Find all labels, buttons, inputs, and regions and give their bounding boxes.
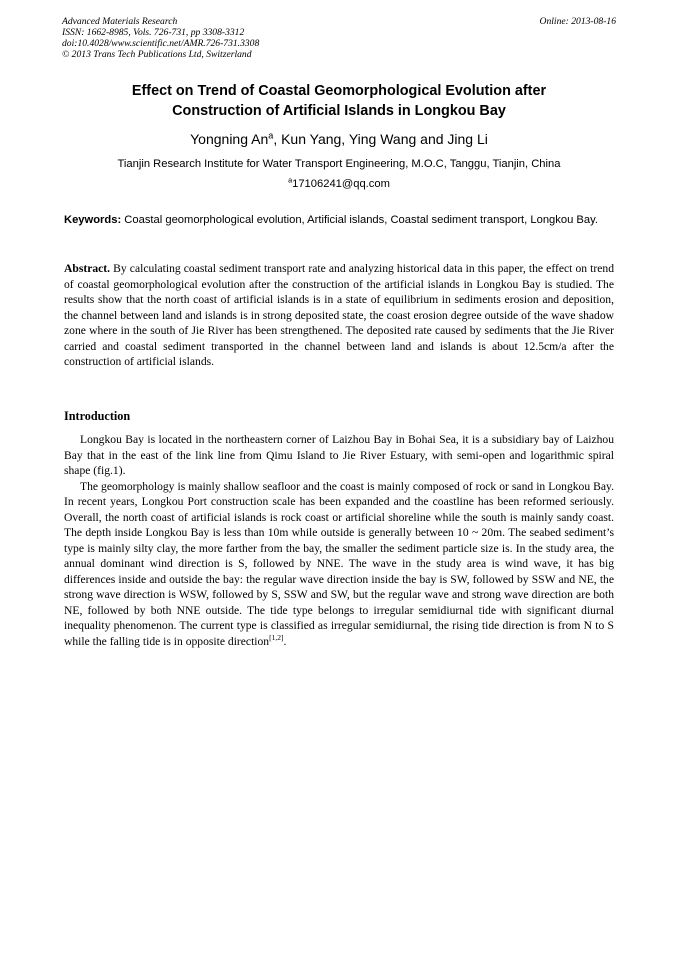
journal-name: Advanced Materials Research — [62, 16, 178, 27]
keywords-label: Keywords: — [64, 214, 122, 226]
author-rest: , Kun Yang, Ying Wang and Jing Li — [273, 131, 488, 147]
intro-paragraph-2-end: . — [283, 634, 287, 648]
doi-line: doi:10.4028/www.scientific.net/AMR.726-731.3308 — [62, 38, 260, 49]
affiliation: Tianjin Research Institute for Water Transport Engineering, M.O.C, Tanggu, Tianjin, China — [117, 158, 561, 170]
title-line-2: Construction of Artificial Islands in Longkou Bay — [172, 103, 506, 119]
journal-header — [62, 16, 616, 60]
contact-email — [62, 177, 616, 191]
keywords-section — [64, 212, 614, 228]
citation-ref: [1,2] — [269, 632, 284, 642]
intro-paragraph-2-text: The geomorphology is mainly shallow seafloor and the coast is mainly composed of rock or sand in Longkou Bay. In recent years, Longkou Port construction scale has been expanded and the coastline has been reformed seriously. Overall, the north coast of artificial islands is rock coast or artificial shoreline while the south is mainly sandy coast. The depth inside Longkou Bay is less than 10m while outside is generally between 10 ~ 20m. The seabed sediment’s type is mainly silty clay, the more farther from the bay, the smaller the sediment particle size is. In the study area, the annual dominant wind direction is S, followed by NNE. The wave in the study area is wind wave, it has big differences inside and outside the bay: the regular wave direction inside the bay is SW, followed by SSW and NE, the strong wave direction is WSW, followed by S, SSW and SW, but the regular wave and strong wave direction are both NE, followed by both NNE outside. The tide type belongs to irregular semidiurnal tide with significant diurnal inequality phenomenon. The current type is classified as irregular semidiurnal, the rising tide direction is from N to S while the falling tide is in opposite direction — [64, 479, 614, 648]
abstract-label: Abstract. — [64, 262, 111, 275]
email-mark: a — [288, 175, 293, 185]
abstract-text: By calculating coastal sediment transport rate and analyzing historical data in this paper, the effect on trend of coastal geomorphological evolution after the construction of the artificial islands in Longkou Bay is studied. The results show that the north coast of artificial islands is in a state of equilibrium in sediments erosion and deposition, the channel between land and islands is in strong deposited state, the coast erosion degree outside of the wave shadow zone where in the south of Jie River has been strengthened. The deposited rate caused by sediments that the Jie River carried and coastal sediment transported in the channel between land and islands is about 12.5cm/a after the construction of artificial islands. — [64, 262, 614, 368]
email-address: 17106241@qq.com — [292, 178, 390, 190]
copyright-line: © 2013 Trans Tech Publications Ltd, Switzerland — [62, 49, 252, 60]
abstract-section — [64, 261, 614, 370]
introduction-body — [64, 432, 614, 649]
intro-paragraph-1: Longkou Bay is located in the northeastern corner of Laizhou Bay in Bohai Sea, it is a subsidiary bay of Laizhou Bay that in the east of the link line from Qimu Island to Jie River Estuary, with semi-open and logarithmic spiral shape (fig.1). — [64, 433, 614, 477]
title-line-1: Effect on Trend of Coastal Geomorphological Evolution after — [131, 83, 547, 99]
paper-title — [62, 81, 616, 121]
issn-line: ISSN: 1662-8985, Vols. 726-731, pp 3308-3312 — [62, 27, 245, 38]
author-first: Yongning An — [190, 131, 269, 147]
introduction-heading: Introduction — [64, 409, 131, 423]
author-affiliation-mark: a — [268, 130, 274, 141]
author-list — [62, 130, 616, 148]
keywords-text: Coastal geomorphological evolution, Artificial islands, Coastal sediment transport, Longkou Bay. — [121, 214, 598, 226]
online-date: Online: 2013-08-16 — [539, 16, 616, 27]
intro-paragraph-2 — [64, 479, 614, 650]
